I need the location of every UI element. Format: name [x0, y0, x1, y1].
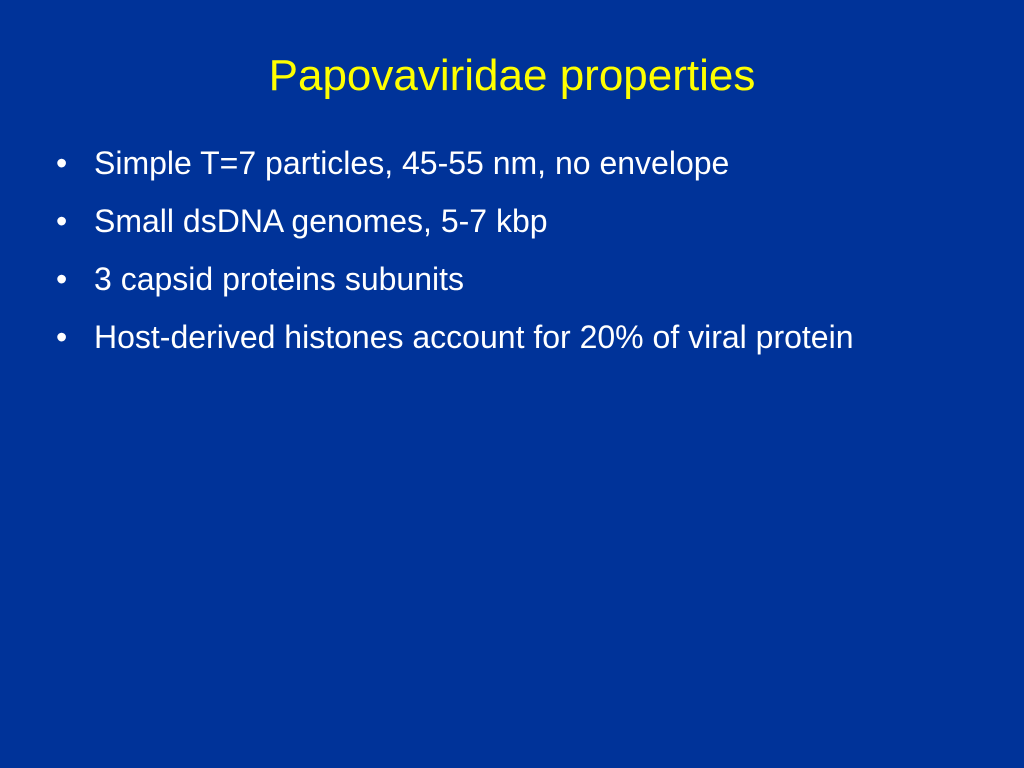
bullet-item-particles	[56, 134, 936, 192]
bullet-text: 3 capsid proteins subunits	[94, 261, 464, 297]
bullet-icon: •	[56, 319, 68, 355]
bullet-item-genomes	[56, 192, 936, 250]
bullet-item-histones	[56, 308, 936, 366]
bullet-icon: •	[56, 145, 68, 181]
bullet-text: Simple T=7 particles, 45-55 nm, no envelope	[94, 145, 730, 181]
bullet-text: Small dsDNA genomes, 5-7 kbp	[94, 203, 548, 239]
bullet-icon: •	[56, 261, 68, 297]
bullet-item-capsid	[56, 250, 936, 308]
bullet-text: Host-derived histones account for 20% of viral protein	[94, 319, 854, 355]
bullet-icon: •	[56, 203, 68, 239]
slide-title: Papovaviridae properties	[268, 51, 756, 100]
bullet-list	[56, 134, 936, 366]
